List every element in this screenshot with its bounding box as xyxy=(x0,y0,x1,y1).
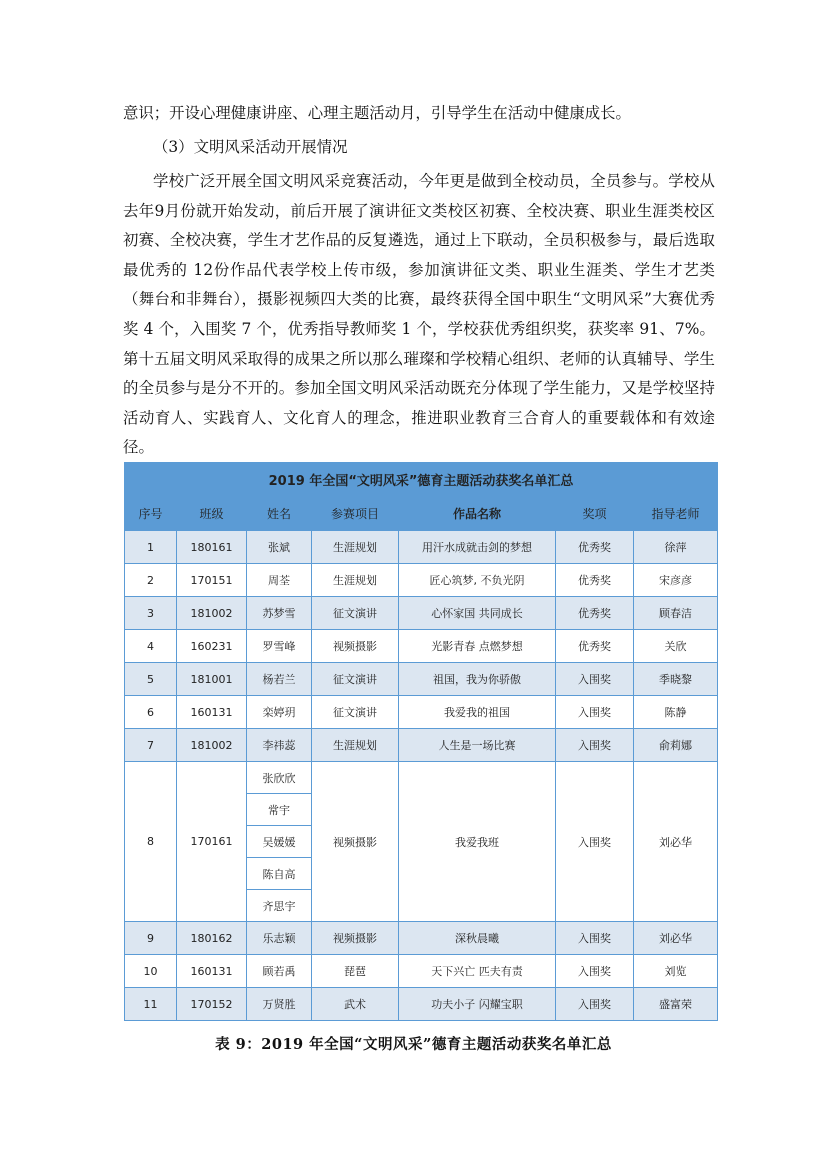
table-row xyxy=(125,988,718,1021)
cell-name: 吴媛媛 xyxy=(247,826,312,858)
cell-name: 栾婷玥 xyxy=(247,696,312,729)
table-row xyxy=(125,696,718,729)
table-caption: 表 9：2019 年全国“文明风采”德育主题活动获奖名单汇总 xyxy=(215,1036,612,1053)
cell-no: 1 xyxy=(125,531,177,564)
cell-name: 张斌 xyxy=(247,531,312,564)
cell-work: 祖国，我为你骄傲 xyxy=(399,663,556,696)
cell-class: 160231 xyxy=(177,630,247,663)
header-name: 姓名 xyxy=(247,497,312,531)
section-heading: （3）文明风采活动开展情况 xyxy=(153,138,348,156)
cell-work: 心怀家国 共同成长 xyxy=(399,597,556,630)
cell-teacher: 俞莉娜 xyxy=(634,729,718,762)
cell-class: 181001 xyxy=(177,663,247,696)
cell-no: 11 xyxy=(125,988,177,1021)
cell-no: 9 xyxy=(125,922,177,955)
header-work: 作品名称 xyxy=(399,497,556,531)
cell-work: 天下兴亡 匹夫有责 xyxy=(399,955,556,988)
cell-award: 入围奖 xyxy=(556,696,634,729)
cell-work: 人生是一场比赛 xyxy=(399,729,556,762)
cell-work: 用汗水成就击剑的梦想 xyxy=(399,531,556,564)
cell-award: 优秀奖 xyxy=(556,597,634,630)
cell-name: 齐思宇 xyxy=(247,890,312,922)
cell-name: 杨若兰 xyxy=(247,663,312,696)
awards-table xyxy=(124,462,718,1021)
cell-project: 生涯规划 xyxy=(312,729,399,762)
cell-class: 170161 xyxy=(177,762,247,922)
header-project: 参赛项目 xyxy=(312,497,399,531)
table-row xyxy=(125,630,718,663)
cell-no: 8 xyxy=(125,762,177,922)
cell-teacher: 季晓黎 xyxy=(634,663,718,696)
cell-no: 10 xyxy=(125,955,177,988)
header-award: 奖项 xyxy=(556,497,634,531)
cell-teacher: 徐萍 xyxy=(634,531,718,564)
cell-award: 入围奖 xyxy=(556,955,634,988)
cell-class: 170151 xyxy=(177,564,247,597)
header-no: 序号 xyxy=(125,497,177,531)
cell-teacher: 刘览 xyxy=(634,955,718,988)
cell-project: 征文演讲 xyxy=(312,696,399,729)
cell-award: 入围奖 xyxy=(556,663,634,696)
table-row xyxy=(125,564,718,597)
cell-teacher: 关欣 xyxy=(634,630,718,663)
cell-project: 武术 xyxy=(312,988,399,1021)
cell-award: 优秀奖 xyxy=(556,630,634,663)
cell-class: 181002 xyxy=(177,597,247,630)
cell-award: 入围奖 xyxy=(556,988,634,1021)
cell-project: 征文演讲 xyxy=(312,597,399,630)
table-row xyxy=(125,955,718,988)
cell-class: 160131 xyxy=(177,955,247,988)
cell-no: 7 xyxy=(125,729,177,762)
cell-teacher: 顾春洁 xyxy=(634,597,718,630)
cell-teacher: 盛富荣 xyxy=(634,988,718,1021)
table-row xyxy=(125,922,718,955)
cell-work: 我爱我的祖国 xyxy=(399,696,556,729)
cell-project: 生涯规划 xyxy=(312,564,399,597)
cell-no: 2 xyxy=(125,564,177,597)
cell-name: 常宇 xyxy=(247,794,312,826)
table-row xyxy=(125,729,718,762)
intro-paragraph: 意识；开设心理健康讲座、心理主题活动月，引导学生在活动中健康成长。 xyxy=(123,104,631,122)
cell-work: 光影青春 点燃梦想 xyxy=(399,630,556,663)
cell-teacher: 刘必华 xyxy=(634,762,718,922)
cell-award: 优秀奖 xyxy=(556,564,634,597)
cell-award: 入围奖 xyxy=(556,922,634,955)
cell-name: 万贤胜 xyxy=(247,988,312,1021)
cell-name: 张欣欣 xyxy=(247,762,312,794)
table-row xyxy=(125,531,718,564)
cell-award: 入围奖 xyxy=(556,729,634,762)
cell-project: 生涯规划 xyxy=(312,531,399,564)
cell-project: 视频摄影 xyxy=(312,630,399,663)
cell-class: 180161 xyxy=(177,531,247,564)
cell-work: 功夫小子 闪耀宝职 xyxy=(399,988,556,1021)
cell-class: 181002 xyxy=(177,729,247,762)
cell-class: 160131 xyxy=(177,696,247,729)
header-teacher: 指导老师 xyxy=(634,497,718,531)
cell-name: 陈自高 xyxy=(247,858,312,890)
cell-award: 入围奖 xyxy=(556,762,634,922)
cell-no: 6 xyxy=(125,696,177,729)
cell-award: 优秀奖 xyxy=(556,531,634,564)
cell-project: 视频摄影 xyxy=(312,762,399,922)
cell-name: 罗雪峰 xyxy=(247,630,312,663)
cell-no: 3 xyxy=(125,597,177,630)
body-paragraph: 学校广泛开展全国文明风采竞赛活动，今年更是做到全校动员，全员参与。学校从去年9月份就开始发动，前后开展了演讲征文类校区初赛、全校决赛、职业生涯类校区初赛、全校决赛，学生才艺作品的反复遴选，通过上下联动，全员积极参与，最后选取最优秀的 12份作品代表学校上传市级，参加演讲征文类、职业生涯类、学生才艺类（舞台和非舞台），摄影视频四大类的比赛，最终获得全国中职生“文明风采”大赛优秀奖 4 个，入围奖 7 个，优秀指导教师奖 1 个，学校获优秀组织奖，获奖率 91、7%。第十五届文明风采取得的成果之所以那么璀璨和学校精心组织、老师的认真辅导、学生的全员参与是分不开的。参加全国文明风采活动既充分体现了学生能力，又是学校坚持活动育人、实践育人、文化育人的理念，推进职业教育三合育人的重要载体和有效途径。 xyxy=(123,172,715,457)
cell-project: 征文演讲 xyxy=(312,663,399,696)
cell-teacher: 宋彦彦 xyxy=(634,564,718,597)
header-class: 班级 xyxy=(177,497,247,531)
cell-project: 视频摄影 xyxy=(312,922,399,955)
table-row-group xyxy=(125,762,718,794)
cell-work: 匠心筑梦, 不负光阴 xyxy=(399,564,556,597)
cell-work: 我爱我班 xyxy=(399,762,556,922)
cell-name: 乐志颖 xyxy=(247,922,312,955)
table-header-row xyxy=(125,497,718,531)
cell-no: 4 xyxy=(125,630,177,663)
table-row xyxy=(125,663,718,696)
cell-name: 苏梦雪 xyxy=(247,597,312,630)
cell-project: 琵琶 xyxy=(312,955,399,988)
cell-class: 180162 xyxy=(177,922,247,955)
cell-class: 170152 xyxy=(177,988,247,1021)
table-row xyxy=(125,597,718,630)
cell-name: 周荃 xyxy=(247,564,312,597)
cell-work: 深秋晨曦 xyxy=(399,922,556,955)
cell-teacher: 刘必华 xyxy=(634,922,718,955)
cell-name: 顾若禹 xyxy=(247,955,312,988)
cell-name: 李祎蕊 xyxy=(247,729,312,762)
cell-no: 5 xyxy=(125,663,177,696)
table-title: 2019 年全国“文明风采”德育主题活动获奖名单汇总 xyxy=(125,463,718,497)
cell-teacher: 陈静 xyxy=(634,696,718,729)
